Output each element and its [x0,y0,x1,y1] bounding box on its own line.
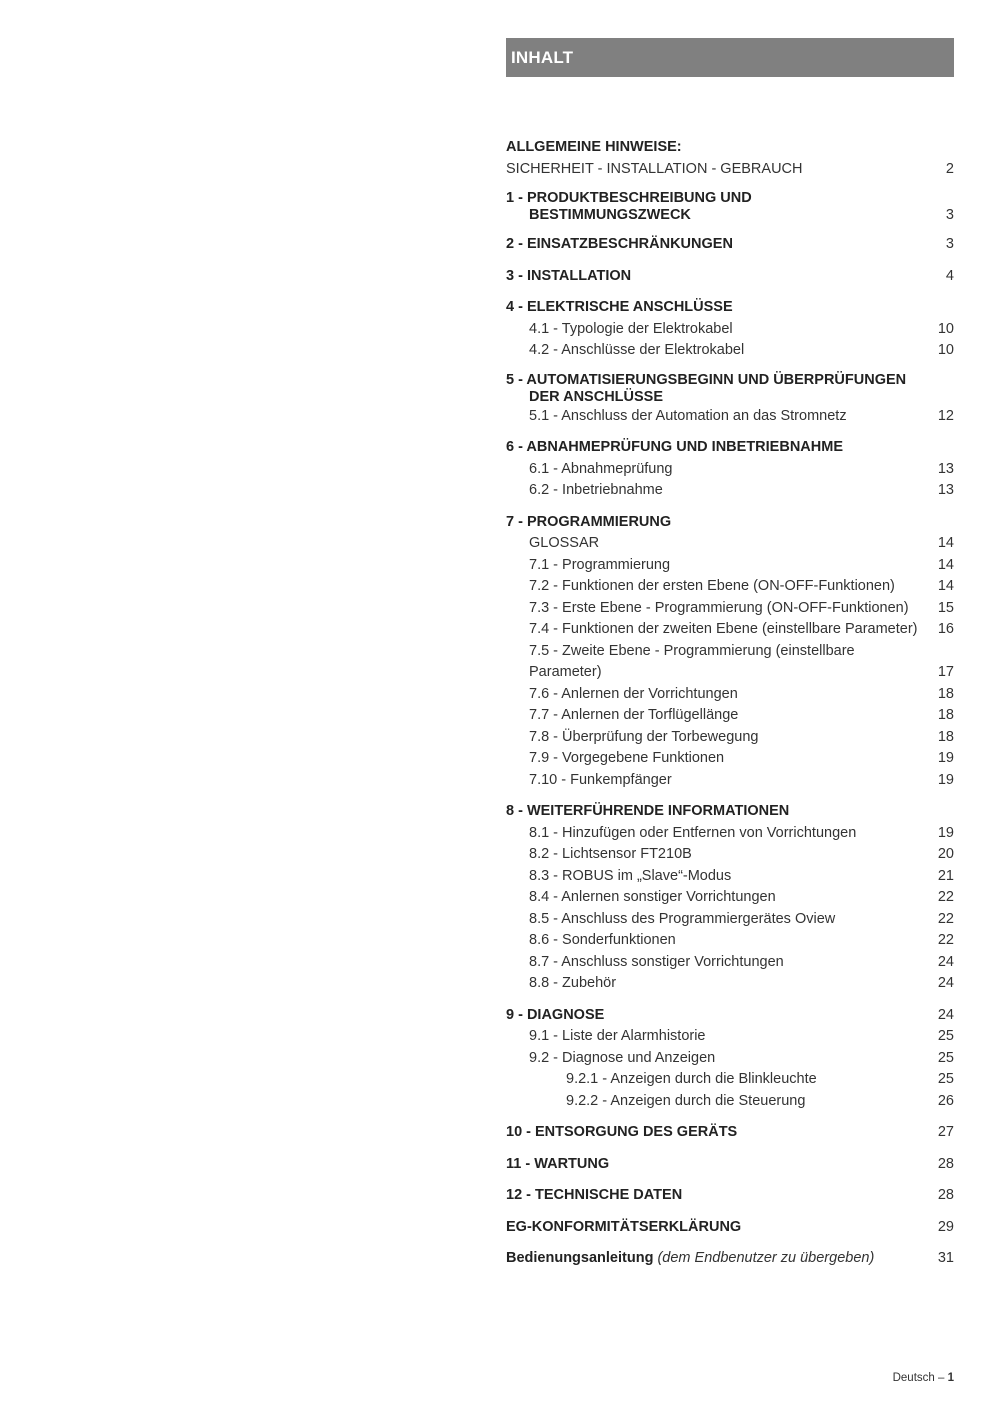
toc-entry-page: 12 [937,407,954,424]
toc-heading[interactable] [506,512,954,534]
toc-entry[interactable] [506,727,954,749]
toc-entry-label: 6 - ABNAHMEPRÜFUNG UND INBETRIEBNAHME [506,439,843,455]
toc-entry-user-manual[interactable] [506,1248,954,1270]
toc-entry-label: 8.5 - Anschluss des Programmiergerätes Oview [529,910,836,927]
toc-entry-label: 7.1 - Programmierung [529,556,671,573]
toc-entry-page: 25 [937,1071,954,1087]
toc-entry-page: 18 [937,685,954,702]
toc-entry-label: 5 - AUTOMATISIERUNGSBEGINN UND ÜBERPRÜFUNGEN DER ANSCHLÜSSE [506,371,907,405]
toc-entry-label: 7.2 - Funktionen der ersten Ebene (ON-OFF-Funktionen) [529,578,895,594]
toc-entry[interactable] [506,406,954,428]
toc-entry-label: 8.4 - Anlernen sonstiger Vorrichtungen [529,889,776,905]
toc-entry[interactable] [506,844,954,866]
toc-entry-page: 15 [937,599,954,616]
toc-section [506,801,954,1005]
toc-section [506,437,954,512]
toc-entry-label: 6.2 - Inbetriebnahme [529,482,663,498]
toc-entry-label: 9.2 - Diagnose und Anzeigen [529,1049,716,1066]
toc-entry-page: 24 [937,953,954,970]
toc-entry-label: 5.1 - Anschluss der Automation an das Stromnetz [529,407,847,424]
toc-entry-page: 17 [937,664,954,680]
toc-entry-page: 18 [937,728,954,745]
toc-entry-page: 16 [937,621,954,637]
toc-entry-label: 7 - PROGRAMMIERUNG [506,513,672,530]
toc-entry[interactable] [506,1026,954,1048]
toc-entry-page: 26 [937,1092,954,1109]
toc-heading[interactable] [506,372,954,406]
toc-entry-label: 8.2 - Lichtsensor FT210B [529,846,692,862]
toc-entry-page: 19 [937,771,954,788]
toc-entry-page: 19 [937,750,954,766]
toc-entry[interactable] [506,952,954,974]
toc-entry-label: 7.6 - Anlernen der Vorrichtungen [529,685,738,702]
toc-entry-label: 8.3 - ROBUS im „Slave“-Modus [529,867,732,884]
toc-entry-page: 28 [937,1155,954,1172]
toc-entry[interactable] [506,555,954,577]
toc-entry-page: 4 [945,267,954,284]
toc-heading[interactable] [506,437,954,459]
toc-entry-page: 3 [945,236,954,252]
toc-heading[interactable] [506,1154,954,1176]
toc-entry-label: ALLGEMEINE HINWEISE: [506,139,682,155]
toc-entry-page: 18 [937,707,954,723]
table-of-contents [506,137,954,1270]
toc-entry-label: 8.8 - Zubehör [529,975,617,991]
toc-heading[interactable] [506,190,954,224]
toc-entry-label: 6.1 - Abnahmeprüfung [529,460,673,477]
toc-entry-label: GLOSSAR [529,535,600,551]
toc-entry-label: 3 - INSTALLATION [506,267,632,284]
toc-entry[interactable] [506,866,954,888]
toc-entry-page: 27 [937,1124,954,1140]
toc-heading[interactable] [506,1185,954,1207]
toc-entry-label: Bedienungsanleitung (dem Endbenutzer zu übergeben) [506,1250,875,1266]
toc-entry-page: 13 [937,460,954,477]
toc-entry-label: 9.2.2 - Anzeigen durch die Steuerung [566,1092,806,1109]
toc-entry-page: 25 [937,1049,954,1066]
toc-section [506,372,954,438]
toc-entry-label: 9 - DIAGNOSE [506,1006,605,1023]
footer-language: Deutsch – [892,1372,945,1384]
toc-section [506,1185,954,1217]
toc-entry-page: 22 [937,932,954,948]
toc-entry[interactable] [506,598,954,620]
toc-entry-label: 7.5 - Zweite Ebene - Programmierung (einstellbare Parameter) [529,642,859,680]
toc-entry[interactable] [506,340,954,362]
toc-entry-label: 12 - TECHNISCHE DATEN [506,1187,683,1203]
toc-entry-label: 7.4 - Funktionen der zweiten Ebene (einstellbare Parameter) [529,621,918,637]
toc-entry[interactable] [506,909,954,931]
toc-section [506,190,954,234]
toc-section [506,1154,954,1186]
toc-entry-label: 7.3 - Erste Ebene - Programmierung (ON-OFF-Funktionen) [529,599,909,616]
toc-entry-label: 8.6 - Sonderfunktionen [529,932,676,948]
toc-entry-page: 22 [937,910,954,927]
toc-entry-page: 14 [937,535,954,551]
toc-entry-page: 20 [937,846,954,862]
toc-entry[interactable] [506,619,954,641]
toc-entry[interactable] [506,973,954,995]
toc-heading[interactable] [506,266,954,288]
toc-entry-page: 19 [937,824,954,841]
toc-entry[interactable] [506,641,954,684]
footer-page-number: 1 [947,1372,954,1384]
toc-entry-page: 14 [937,556,954,573]
toc-entry-label: 9.1 - Liste der Alarmhistorie [529,1028,706,1044]
toc-entry[interactable] [506,748,954,770]
toc-entry-page: 25 [937,1028,954,1044]
toc-entry-page: 14 [937,578,954,594]
toc-section [506,1122,954,1154]
toc-section [506,1005,954,1123]
toc-entry[interactable] [506,459,954,481]
toc-entry-label: 7.7 - Anlernen der Torflügellänge [529,707,739,723]
toc-entry-page: 22 [937,889,954,905]
toc-heading[interactable] [506,1217,954,1239]
toc-section [506,512,954,802]
toc-entry[interactable] [506,1048,954,1070]
toc-entry-label: 8.7 - Anschluss sonstiger Vorrichtungen [529,953,784,970]
toc-entry-label: 10 - ENTSORGUNG DES GERÄTS [506,1124,738,1140]
toc-entry-label: 7.8 - Überprüfung der Torbewegung [529,728,759,745]
section-header-bar [506,38,954,77]
toc-entry-label: 4.2 - Anschlüsse der Elektrokabel [529,342,745,358]
toc-entry-label: 1 - PRODUKTBESCHREIBUNG UND BESTIMMUNGSZWECK [506,190,752,223]
toc-entry-page: 24 [937,1006,954,1023]
toc-entry-label: 2 - EINSATZBESCHRÄNKUNGEN [506,236,733,252]
toc-entry[interactable] [506,705,954,727]
toc-entry[interactable] [506,1091,954,1113]
toc-section [506,266,954,298]
toc-entry[interactable] [506,887,954,909]
toc-entry-label: 9.2.1 - Anzeigen durch die Blinkleuchte [566,1071,817,1087]
toc-entry-page: 2 [945,160,954,177]
toc-entry[interactable] [506,770,954,792]
toc-entry-page: 10 [937,342,954,358]
toc-entry[interactable] [506,823,954,845]
toc-section [506,1217,954,1249]
toc-heading[interactable] [506,137,954,159]
toc-entry[interactable] [506,1069,954,1091]
page-title: INHALT [511,47,574,67]
toc-entry-page: 28 [937,1187,954,1203]
toc-entry-label: 8.1 - Hinzufügen oder Entfernen von Vorrichtungen [529,824,857,841]
toc-heading[interactable] [506,1122,954,1144]
toc-entry-label: SICHERHEIT - INSTALLATION - GEBRAUCH [506,160,803,177]
page-footer [893,1372,954,1384]
toc-entry-page: 3 [945,207,954,223]
toc-section [506,234,954,266]
toc-entry-page: 21 [937,867,954,884]
toc-entry-label: 4.1 - Typologie der Elektrokabel [529,320,733,337]
toc-heading[interactable] [506,801,954,823]
toc-entry-label: 4 - ELEKTRISCHE ANSCHLÜSSE [506,299,733,315]
toc-entry-page: 10 [937,320,954,337]
toc-entry-label: 11 - WARTUNG [506,1155,610,1172]
toc-entry[interactable] [506,319,954,341]
toc-entry[interactable] [506,684,954,706]
toc-heading[interactable] [506,297,954,319]
toc-entry-page: 13 [937,482,954,498]
toc-entry-page: 29 [937,1218,954,1235]
toc-entry-page: 31 [937,1250,954,1266]
toc-entry-label: 7.10 - Funkempfänger [529,771,672,788]
toc-entry-label: 7.9 - Vorgegebene Funktionen [529,750,725,766]
toc-entry-page: 24 [937,975,954,991]
toc-heading[interactable] [506,234,954,256]
toc-heading[interactable] [506,1005,954,1027]
toc-entry[interactable] [506,930,954,952]
toc-entry-label: 8 - WEITERFÜHRENDE INFORMATIONEN [506,803,790,819]
toc-entry[interactable] [506,533,954,555]
toc-section [506,137,954,190]
toc-entry[interactable] [506,159,954,181]
toc-section [506,297,954,372]
toc-entry[interactable] [506,480,954,502]
toc-entry-label: EG-KONFORMITÄTSERKLÄRUNG [506,1218,742,1235]
toc-entry[interactable] [506,576,954,598]
